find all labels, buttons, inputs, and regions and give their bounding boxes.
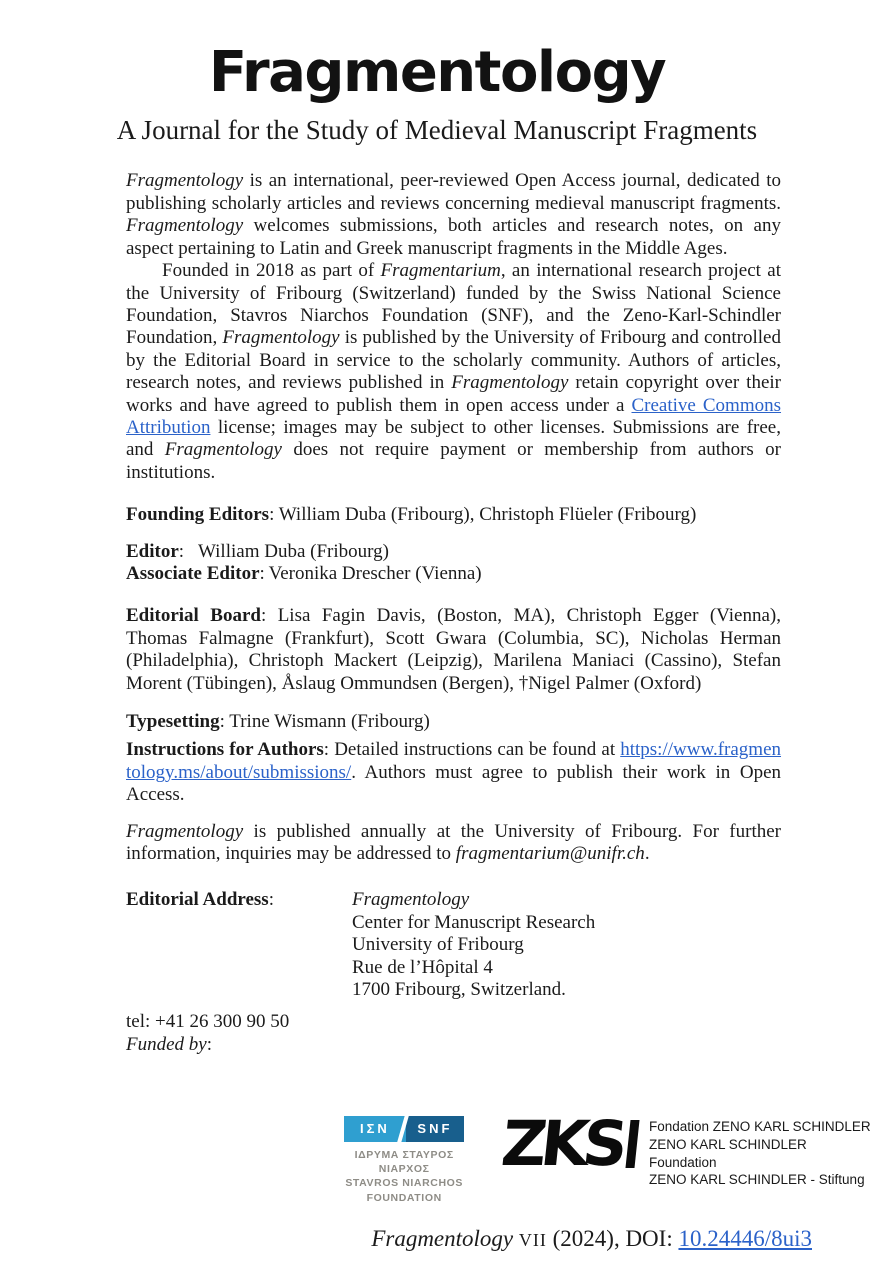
intro-paragraph-text: is an international, peer-reviewed Open Access journal, dedicated to publishing scholarly articles and reviews concerning medieval manuscript fragments. [126, 170, 781, 214]
funded-by-label: Funded by: [126, 1033, 213, 1055]
editor-text: : William Duba (Fribourg) [178, 540, 389, 562]
content [126, 170, 781, 865]
founded-paragraph-text: Fragmentology [164, 439, 282, 461]
founded-paragraph-text: Fragmentology [451, 372, 569, 394]
founded-paragraph [126, 260, 781, 484]
founded-paragraph-text: Fragmentology [222, 327, 340, 349]
founding-editors [126, 504, 781, 526]
annual-publication-text: is published annually at the University of Fribourg. For further information, inquiries may be addressed to [126, 820, 781, 865]
founded-paragraph-text: Founded in 2018 as part of [162, 260, 381, 282]
zks-glyph-bar [625, 1120, 639, 1168]
snf-logo-box [344, 1116, 464, 1142]
editorial-board-text: : Lisa Fagin Davis, (Boston, MA), Christoph Egger (Vienna), Thomas Falmagne (Frankfurt), Scott Gwara (Columbia, SC), Nicholas Herman (Philadelphia), Christoph Mackert (Leipzig), Marilena Maniaci (Cassino), Stefan Morent (Tübingen), Åslaug Ommundsen (Bergen), †Nigel Palmer (Oxford) [126, 605, 781, 694]
zks-caption-line: ZENO KARL SCHINDLER - Stiftung [649, 1172, 865, 1188]
snf-logo-greek-initials: ΙΣΝ [344, 1116, 405, 1142]
annual-publication-text: Fragmentology [126, 820, 244, 842]
founded-paragraph-text: Fragmentarium [380, 260, 501, 282]
editorial-address-label: Editorial Address: [126, 889, 274, 911]
typesetting [126, 711, 781, 733]
doi-link[interactable]: 10.24446/8ui3 [678, 1226, 812, 1251]
footer-year-doi-label: (2024), DOI: [546, 1226, 679, 1251]
address-line: Rue de l’Hôpital 4 [352, 956, 493, 978]
snf-logo-latin-initials: SNF [406, 1116, 465, 1142]
instructions-for-authors-link[interactable]: https://www.fragmentology.ms/about/submissions/ [126, 739, 782, 783]
editor [126, 541, 781, 563]
intro-paragraph-text: Fragmentology [126, 215, 244, 237]
address-line: Fragmentology [352, 889, 470, 911]
editorial-board-text: Editorial Board [126, 605, 261, 627]
founded-paragraph-text: , an international research project at the University of Fribourg (Switzerland) funded by the Swiss National Science Foundation, Stavros Niarchos Foundation (SNF), and the Zeno-Karl-Schindler Foundation, [126, 260, 781, 349]
associate-editor-text: : Veronika Drescher (Vienna) [259, 562, 482, 584]
snf-caption-line: FOUNDATION [366, 1191, 442, 1204]
zks-logo-text [649, 1116, 874, 1189]
founding-editors-text: Founding Editors [126, 504, 270, 526]
annual-publication [126, 821, 781, 866]
founded-paragraph-text: is published by the University of Fribourg and controlled by the Editorial Board in service to the scholarly community. Authors of articles, research notes, and reviews published in [126, 327, 781, 394]
zks-caption-line: Fondation ZENO KARL SCHINDLER [649, 1119, 871, 1134]
address-line: Center for Manuscript Research [352, 911, 596, 933]
zks-caption-line: ZENO KARL SCHINDLER Foundation [649, 1136, 807, 1170]
intro-paragraph-text: Fragmentology [126, 170, 244, 192]
editorial-address [126, 889, 781, 1001]
footer-volume: VII [518, 1230, 547, 1250]
founding-editors-text: : William Duba (Fribourg), Christoph Flüeler (Fribourg) [269, 504, 697, 526]
annual-publication-text: fragmentarium@unifr.ch [455, 843, 645, 865]
instructions-for-authors-text: . Authors must agree to publish their work in Open Access. [126, 761, 781, 806]
telephone: tel: +41 26 300 90 50 [126, 1011, 290, 1033]
editorial-address-lines [352, 889, 595, 1001]
founded-paragraph-text: license; images may be subject to other licenses. Submissions are free, and [126, 416, 781, 461]
instructions-for-authors-text: Instructions for Authors [126, 739, 324, 761]
typesetting-text: Typesetting [126, 711, 220, 733]
founded-paragraph-text: retain copyright over their works and have agreed to publish them in open access under a [126, 372, 781, 416]
founded-paragraph-link[interactable]: Creative Commons Attribution [126, 394, 782, 438]
instructions-for-authors [126, 739, 781, 806]
page-subtitle: A Journal for the Study of Medieval Manuscript Fragments [116, 114, 758, 145]
zks-logo [498, 1107, 874, 1189]
editorial-board [126, 605, 781, 695]
typesetting-text: : Trine Wismann (Fribourg) [219, 711, 430, 733]
snf-caption-line: ΙΔΡΥΜΑ ΣΤΑΥΡΟΣ ΝΙΑΡΧΟΣ [354, 1149, 454, 1176]
snf-logo-text [330, 1148, 478, 1205]
founded-paragraph-text: does not require payment or membership from authors or institutions. [126, 439, 781, 483]
associate-editor-text: Associate Editor [126, 562, 260, 584]
editor-text: Editor [126, 540, 179, 562]
footer-journal-name: Fragmentology [371, 1226, 514, 1251]
funder-logos [330, 1107, 874, 1205]
intro-paragraph-text: welcomes submissions, both articles and research notes, on any aspect pertaining to Latin and Greek manuscript fragments in the Middle Ages. [126, 215, 781, 259]
address-line: University of Fribourg [352, 934, 524, 956]
annual-publication-text: . [644, 843, 650, 865]
instructions-for-authors-text: : Detailed instructions can be found at [323, 739, 621, 761]
page-title: Fragmentology [208, 40, 666, 105]
intro-paragraph [126, 170, 781, 260]
snf-caption-line: STAVROS NIARCHOS [345, 1177, 464, 1190]
footer-citation [371, 1226, 812, 1252]
associate-editor [126, 563, 781, 585]
address-line: 1700 Fribourg, Switzerland. [352, 979, 566, 1001]
zks-glyph: ZKS [499, 1116, 640, 1172]
snf-logo [330, 1116, 478, 1205]
